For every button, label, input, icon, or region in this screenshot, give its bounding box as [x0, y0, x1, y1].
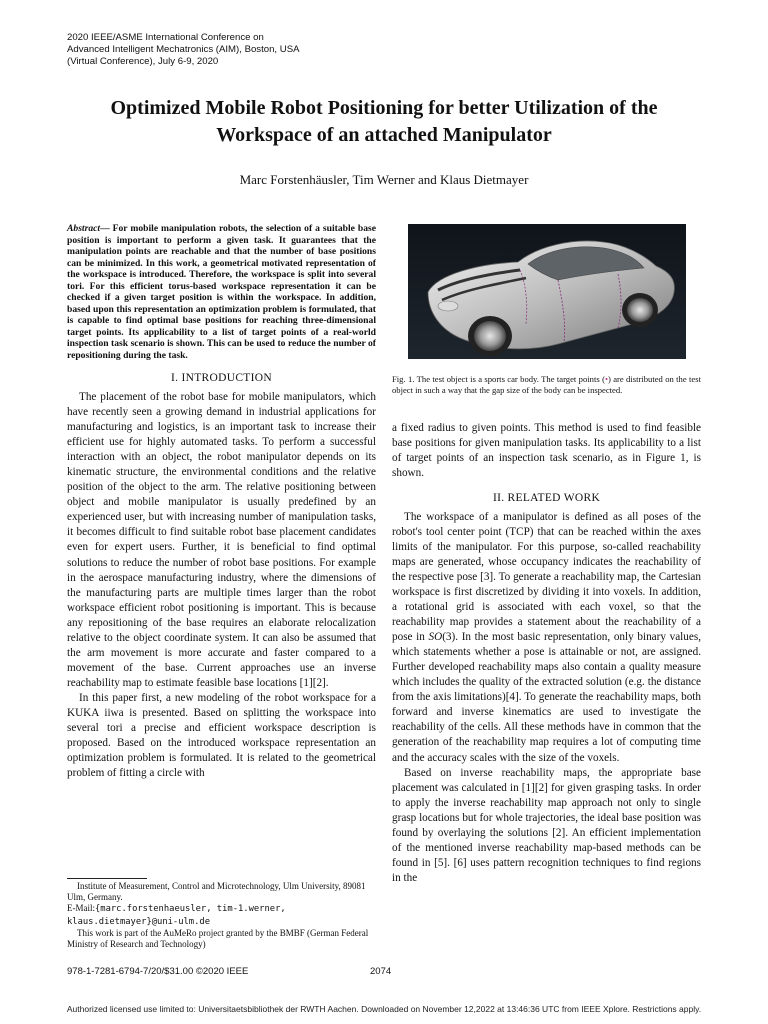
math-so-arg: (3): [442, 631, 456, 644]
page-number: 2074: [370, 966, 392, 977]
figure-sports-car: [408, 224, 686, 359]
section-heading-related-work: II. RELATED WORK: [492, 491, 601, 504]
footnote-affiliation: Institute of Measurement, Control and Microtechnology, Ulm University, 89081 Ulm, Germany.: [67, 881, 366, 903]
related-paragraph-2: Based on inverse reachability maps, the appropriate base placement was calculated in [1][2] for given grasping tasks. In order to apply the inverse reachability map approach not only to single grasp locations but for whole trajectories, the ideal base position was found by overlaying the solutions [2]. An efficient implementation of the mentioned inverse reachability map-based methods can be found in [5]. [6] uses pattern recognition techniques to find regions in the: [392, 766, 701, 884]
conference-line-3: (Virtual Conference), July 6-9, 2020: [67, 56, 219, 68]
related-p1-text-b: . In the most basic representation, only binary values, which statements whether a pose is attainable or not, are assigned. Further developed reachability maps also contain a quality measure which includes the quality of the extracted solution (e.g. the distance from the axis limitations)[4]. To generate the reachability maps, both forward and inverse kinematics are used to investigate the reachability of the cells. All these methods have in common that the generation of the reachability map requires a lot of computing time and the accuracy scales with the size of the voxels.: [392, 631, 701, 764]
abstract: [67, 223, 376, 361]
email-address: {marc.forstenhaeusler, tim-1.werner, klaus.dietmayer}@uni-ulm.de: [67, 904, 286, 927]
left-column: [67, 223, 376, 781]
target-point-icon: •: [604, 374, 608, 384]
intro-paragraph-3: a fixed radius to given points. This method is used to find feasible base positions for given manipulation tasks. Its applicability to a list of target points of an inspection task scenario, as in Figure 1, is shown.: [392, 421, 701, 479]
footnote-email: [67, 903, 376, 927]
right-column: [392, 224, 701, 886]
abstract-dash: —: [100, 223, 113, 234]
abstract-text: For mobile manipulation robots, the selection of a suitable base position is important to perform a given task. It guarantees that the manipulation points are reachable and that the number of base positions can be minimized. In this work, a geometrical motivated representation of the workspace is introduced. Therefore, the workspace is split into several tori. For this efficient torus-based workspace representation it can be checked if a given target position is within the workspace. In addition, based upon this representation an optimization problem is formulated, that is capable to find optimal base positions for reaching three-dimensional target points. Its applicability to a list of target points of a real-world inspection task scenario is shown. This can be used to reduce the number of repositioning during the task.: [67, 223, 376, 361]
license-notice: Authorized licensed use limited to: Universitaetsbibliothek der RWTH Aachen. Downloaded on November 12,2022 at 13:46:36 UTC from IEEE Xplore. Restrictions apply.: [66, 1004, 702, 1014]
math-so: SO: [428, 631, 443, 644]
conference-line-2: Advanced Intelligent Mechatronics (AIM), Boston, USA: [67, 44, 300, 56]
conference-line-1: 2020 IEEE/ASME International Conference on: [67, 32, 264, 43]
email-label: E-Mail:: [67, 903, 95, 914]
paper-title: [40, 95, 728, 148]
isbn-copyright: 978-1-7281-6794-7/20/$31.00 ©2020 IEEE: [67, 966, 249, 977]
sports-car-image: [408, 224, 686, 359]
section-heading-introduction: I. INTRODUCTION: [171, 372, 272, 384]
conference-header: [67, 32, 467, 69]
related-p1-text-a: The workspace of a manipulator is defined as all poses of the robot's tool center point (TCP) that can be reached within the axes limits of the manipulator. For this purpose, so-called reachability maps are generated, whose occupancy indicates the reachability of the respective pose [3]. To generate a reachability map, the Cartesian workspace is first discretized by dividing it into voxels. In addition, a rotational grid is associated with each voxel, so that the reachability map provides a statement about the reachability of a pose in: [392, 510, 701, 644]
caption-text-b: ) are distributed on the test object in such a way that the gap size of the body can be inspected.: [392, 374, 701, 396]
figure-1-caption: [392, 374, 701, 397]
abstract-lead: Abstract: [67, 223, 101, 234]
footnote-rule: [67, 878, 147, 879]
intro-paragraph-1: The placement of the robot base for mobile manipulators, which have recently seen a growing demand in industrial applications for manufacturing and logistics, is an important task to increase their efficient use for highly automated tasks. To perform a successful interaction with an object, the robot manipulator depends on its kinematic structure, the environmental conditions and the relative position of the object to the arm. The relative positioning between object and mobile manipulator is usually predefined by an experienced user, but with increasing number of manipulation tasks, it becomes difficult to find suitable robot base placement candidates even for expert users. Further, it is beneficial to find optimal solutions to reduce the number of robot base positions. For example in the aerospace manufacturing industry, where the dimensions of the manufacturing parts are multiple times larger than the robot workspace efficient robot positioning is important. This is because any repositioning of the base requires an elaborate relocalization relative to the object coordinate system. It can also be assumed that the arm movement is more accurate and faster compared to a movement of the base. Current approaches use an inverse reachability map to estimate feasible base locations [1][2].: [67, 391, 376, 689]
footnotes: [67, 878, 376, 950]
author-list: Marc Forstenhäusler, Tim Werner and Klaus Dietmayer: [239, 172, 529, 187]
intro-paragraph-2: In this paper first, a new modeling of the robot workspace for a KUKA iiwa is presented. Based on splitting the workspace into several tori a precise and efficient workspace description is proposed. Based on the introduced workspace representation an optimization problem is formulated. It is related to the geometrical problem of fitting a circle with: [67, 691, 376, 780]
caption-text-a: Fig. 1. The test object is a sports car body. The target points (: [392, 374, 605, 384]
title-line-2: Workspace of an attached Manipulator: [216, 123, 552, 146]
footnote-funding: This work is part of the AuMeRo project granted by the BMBF (German Federal Ministry of Research and Technology): [67, 927, 369, 950]
title-line-1: Optimized Mobile Robot Positioning for better Utilization of the: [110, 97, 658, 119]
related-paragraph-1: [392, 510, 701, 766]
